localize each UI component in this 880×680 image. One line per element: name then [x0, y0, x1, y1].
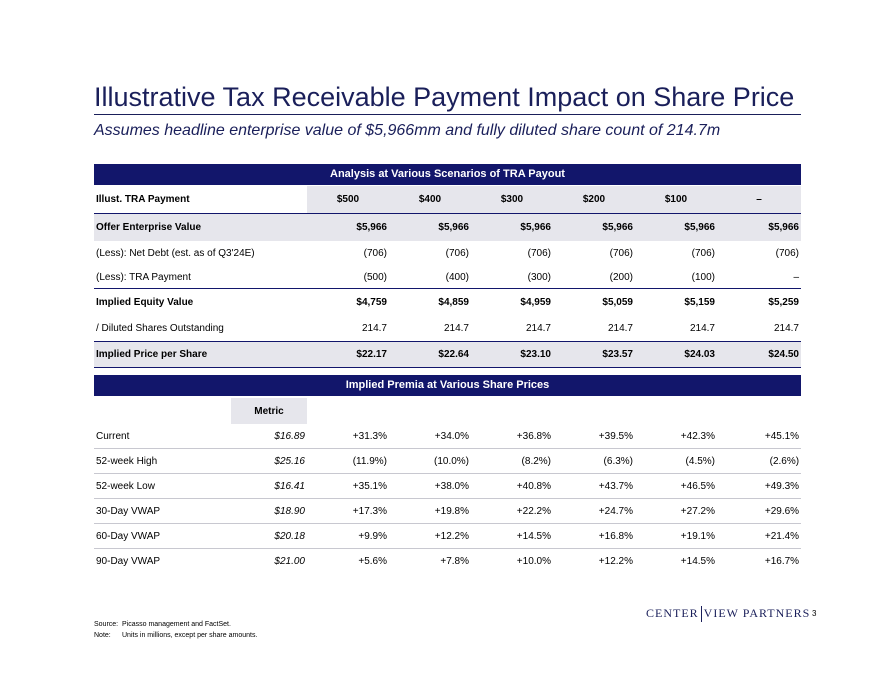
cell: (706) — [691, 248, 715, 259]
cell: +14.5% — [680, 555, 715, 567]
cell: $24.50 — [717, 342, 801, 368]
source-text: Picasso management and FactSet. — [122, 621, 231, 628]
cell: +10.0% — [516, 555, 551, 567]
logo-divider — [701, 606, 702, 622]
table-row — [94, 342, 801, 368]
cell: (706) — [609, 248, 633, 259]
row-label: 52-week Low — [94, 474, 231, 499]
table1-band: Analysis at Various Scenarios of TRA Payout — [94, 164, 801, 185]
cell: +38.0% — [389, 474, 471, 499]
table-row — [94, 316, 801, 342]
cell: $5,259 — [717, 289, 801, 317]
cell: +9.9% — [307, 524, 389, 549]
cell: 214.7 — [525, 323, 551, 334]
cell: $5,059 — [553, 289, 635, 317]
row-label: 60-Day VWAP — [94, 524, 231, 549]
cell: (11.9%) — [307, 449, 389, 474]
cell: (300) — [527, 271, 551, 283]
cell: (8.2%) — [471, 449, 553, 474]
cell: +14.5% — [471, 524, 553, 549]
table-row — [94, 499, 801, 524]
cell: $24.03 — [635, 342, 717, 368]
metric-value: $25.16 — [231, 449, 307, 474]
cell: $4,859 — [389, 289, 471, 317]
cell: – — [793, 271, 799, 283]
cell: $22.64 — [389, 342, 471, 368]
table-row — [94, 289, 801, 317]
metric-value: $21.00 — [274, 555, 305, 567]
cell: +43.7% — [553, 474, 635, 499]
table-row — [94, 266, 801, 289]
cell: $22.17 — [307, 342, 389, 368]
cell: (100) — [691, 271, 715, 283]
footnotes — [94, 619, 257, 641]
cell: +16.8% — [553, 524, 635, 549]
title-rule — [94, 114, 801, 115]
cell: (706) — [527, 248, 551, 259]
cell: (6.3%) — [553, 449, 635, 474]
cell: +12.2% — [598, 555, 633, 567]
row-label: Current — [94, 424, 231, 449]
cell: +34.0% — [389, 424, 471, 449]
cell: +5.6% — [358, 555, 387, 567]
cell: $5,159 — [635, 289, 717, 317]
table1-header-col: $300 — [471, 186, 553, 214]
cell: +21.4% — [717, 524, 801, 549]
centerview-logo — [646, 606, 810, 622]
source-note — [94, 619, 257, 630]
cell: 214.7 — [689, 323, 715, 334]
cell: $5,966 — [635, 214, 717, 242]
row-label: 90-Day VWAP — [96, 555, 161, 567]
table-row — [94, 424, 801, 449]
table-row — [94, 449, 801, 474]
table-row — [94, 549, 801, 574]
table1-header-col: $500 — [307, 186, 389, 214]
table-row — [94, 214, 801, 242]
cell: (706) — [445, 248, 469, 259]
cell: $5,966 — [471, 214, 553, 242]
cell: 214.7 — [773, 323, 799, 334]
table1-header-col: – — [717, 186, 801, 214]
row-label: (Less): Net Debt (est. as of Q3'24E) — [96, 248, 255, 259]
cell: (706) — [363, 248, 387, 259]
premia-table — [94, 398, 801, 573]
table1-header-col: $200 — [553, 186, 635, 214]
cell: $23.57 — [553, 342, 635, 368]
tra-scenarios-table — [94, 186, 801, 368]
cell: +40.8% — [471, 474, 553, 499]
logo-left: CENTER — [646, 606, 699, 620]
cell: +29.6% — [717, 499, 801, 524]
cell: +16.7% — [764, 555, 800, 567]
cell: +24.7% — [553, 499, 635, 524]
page-subtitle: Assumes headline enterprise value of $5,966mm and fully diluted share count of 214.7m — [94, 122, 721, 139]
cell: +17.3% — [307, 499, 389, 524]
cell: (10.0%) — [389, 449, 471, 474]
table1-header-col: $400 — [389, 186, 471, 214]
cell: (500) — [363, 271, 387, 283]
table1-header-label: Illust. TRA Payment — [96, 194, 190, 205]
cell: +35.1% — [307, 474, 389, 499]
cell: 214.7 — [361, 323, 387, 334]
row-label: (Less): TRA Payment — [96, 271, 191, 283]
cell: +46.5% — [635, 474, 717, 499]
note-text: Units in millions, except per share amounts. — [122, 632, 258, 639]
note — [94, 630, 257, 641]
row-label: 52-week High — [94, 449, 231, 474]
cell: +49.3% — [717, 474, 801, 499]
cell: +27.2% — [635, 499, 717, 524]
table-row — [94, 474, 801, 499]
metric-header: Metric — [231, 398, 307, 424]
cell: $5,966 — [717, 214, 801, 242]
cell: (706) — [775, 248, 799, 259]
cell: +36.8% — [471, 424, 553, 449]
cell: $5,966 — [389, 214, 471, 242]
cell: (400) — [445, 271, 469, 283]
cell: $4,759 — [307, 289, 389, 317]
source-label: Source: — [94, 621, 119, 628]
cell: (2.6%) — [717, 449, 801, 474]
cell: +22.2% — [471, 499, 553, 524]
metric-value: $20.18 — [231, 524, 307, 549]
note-label: Note: — [94, 632, 111, 639]
cell: +31.3% — [307, 424, 389, 449]
cell: +12.2% — [389, 524, 471, 549]
table2-band: Implied Premia at Various Share Prices — [94, 375, 801, 396]
cell: +45.1% — [717, 424, 801, 449]
cell: +19.1% — [635, 524, 717, 549]
row-label: Offer Enterprise Value — [94, 214, 307, 242]
table-row — [94, 524, 801, 549]
page-title: Illustrative Tax Receivable Payment Impact on Share Price — [94, 82, 795, 112]
table-row — [94, 241, 801, 266]
cell: 214.7 — [443, 323, 469, 334]
metric-value: $18.90 — [231, 499, 307, 524]
metric-value: $16.41 — [231, 474, 307, 499]
table2-header-row — [94, 398, 801, 424]
cell: +19.8% — [389, 499, 471, 524]
metric-value: $16.89 — [231, 424, 307, 449]
row-label: / Diluted Shares Outstanding — [96, 323, 224, 334]
cell: $4,959 — [471, 289, 553, 317]
row-label: 30-Day VWAP — [94, 499, 231, 524]
cell: +7.8% — [440, 555, 469, 567]
table1-header-col: $100 — [635, 186, 717, 214]
row-label: Implied Equity Value — [94, 289, 307, 317]
cell: +42.3% — [635, 424, 717, 449]
cell: $5,966 — [553, 214, 635, 242]
cell: $5,966 — [307, 214, 389, 242]
page-number: 3 — [812, 609, 817, 618]
cell: 214.7 — [607, 323, 633, 334]
cell: (4.5%) — [635, 449, 717, 474]
row-label: Implied Price per Share — [94, 342, 307, 368]
table1-header-row — [94, 186, 801, 214]
logo-right: VIEW PARTNERS — [703, 606, 811, 620]
cell: $23.10 — [471, 342, 553, 368]
cell: (200) — [609, 271, 633, 283]
cell: +39.5% — [553, 424, 635, 449]
